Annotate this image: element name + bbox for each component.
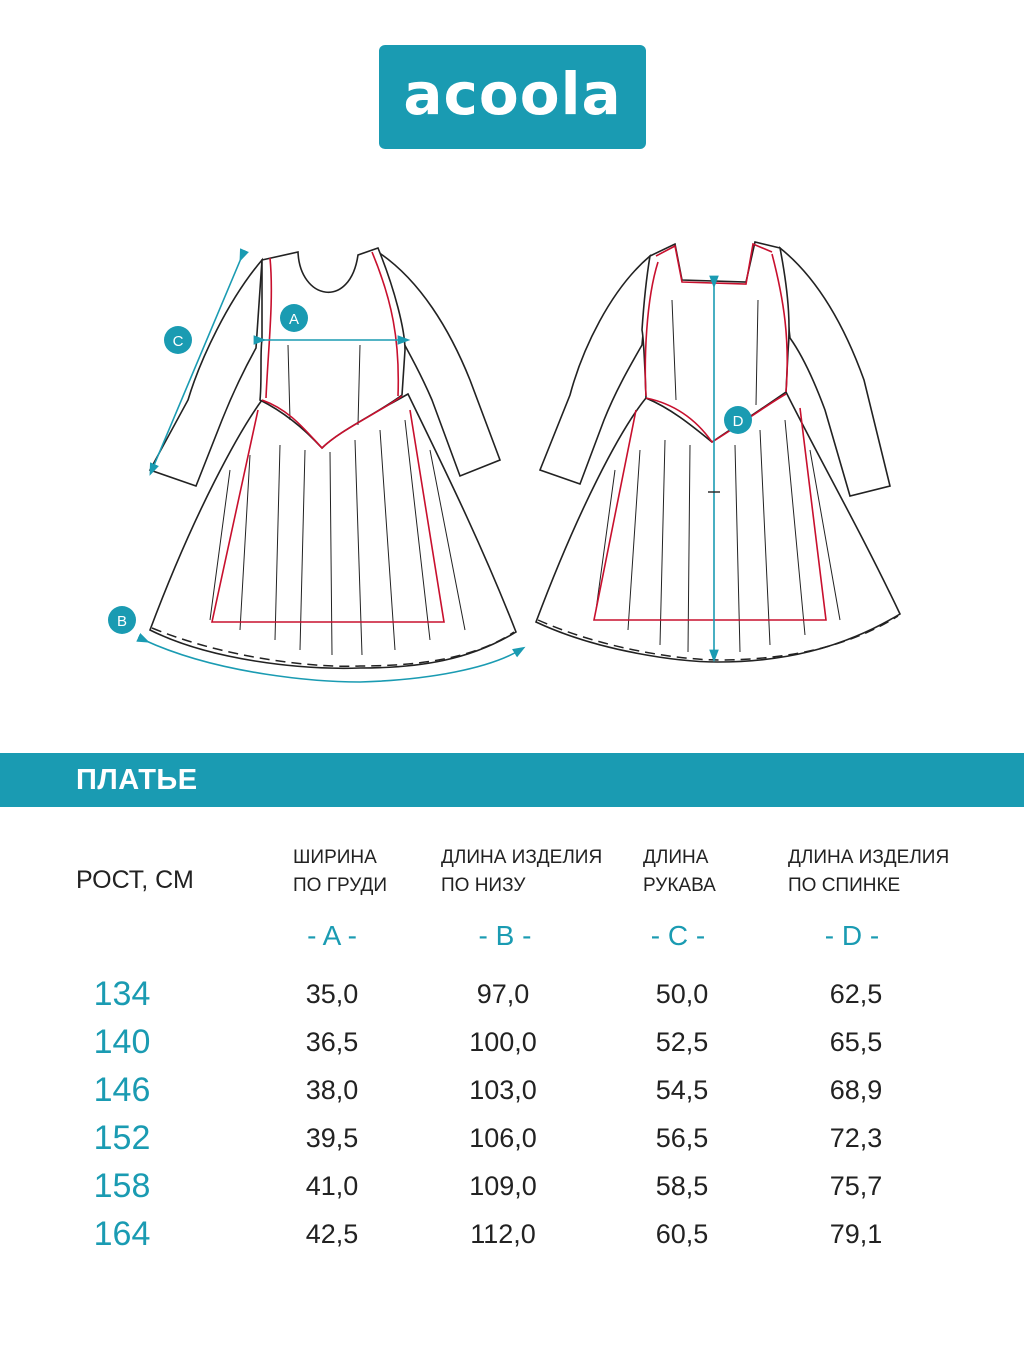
column-code-d: - D - xyxy=(824,920,880,951)
hem-length-value: 103,0 xyxy=(469,1075,537,1105)
chest-width-value: 36,5 xyxy=(305,1027,359,1057)
column-code-b: - B - xyxy=(478,920,532,951)
sleeve-length-value: 56,5 xyxy=(655,1123,709,1153)
height-value: 164 xyxy=(93,1215,151,1253)
back-length-value: 79,1 xyxy=(829,1219,883,1249)
table-row xyxy=(0,1162,1024,1210)
marker-c-label: C xyxy=(172,333,184,350)
marker-d-label: D xyxy=(732,413,744,430)
section-title: ПЛАТЬЕ xyxy=(76,764,198,796)
table-row xyxy=(0,970,1024,1018)
table-row xyxy=(0,1114,1024,1162)
table-row xyxy=(0,1018,1024,1066)
hem-length-value: 97,0 xyxy=(476,979,530,1009)
sleeve-length-value: 52,5 xyxy=(655,1027,709,1057)
marker-b-label: B xyxy=(116,613,128,630)
chest-width-value: 39,5 xyxy=(305,1123,359,1153)
height-value: 158 xyxy=(93,1167,151,1205)
marker-a-label: A xyxy=(288,311,300,328)
hem-length-value: 112,0 xyxy=(470,1219,536,1249)
height-value: 140 xyxy=(93,1023,151,1061)
dress-front-view xyxy=(150,248,516,668)
marker-a xyxy=(280,304,308,332)
marker-c xyxy=(164,326,192,354)
height-value: 146 xyxy=(93,1071,151,1109)
sleeve-length-value: 50,0 xyxy=(655,979,709,1009)
chest-width-value: 38,0 xyxy=(305,1075,359,1105)
back-length-value: 68,9 xyxy=(829,1075,883,1105)
table-row xyxy=(0,1210,1024,1258)
hem-length-value: 109,0 xyxy=(469,1171,537,1201)
sleeve-length-value: 60,5 xyxy=(655,1219,709,1249)
column-code-c: - C - xyxy=(650,920,706,951)
chest-width-value: 42,5 xyxy=(305,1219,359,1249)
height-header: РОСТ, СМ xyxy=(76,866,194,894)
column-header-c: ДЛИНА РУКАВА xyxy=(643,847,716,896)
chest-width-value: 41,0 xyxy=(305,1171,359,1201)
height-value: 152 xyxy=(93,1119,151,1157)
sleeve-length-value: 58,5 xyxy=(655,1171,709,1201)
column-header-a: ШИРИНА ПО ГРУДИ xyxy=(293,847,387,896)
column-code-a: - A - xyxy=(307,920,357,951)
back-length-value: 65,5 xyxy=(829,1027,883,1057)
marker-d xyxy=(724,406,752,434)
height-value: 134 xyxy=(93,975,151,1013)
sleeve-length-value: 54,5 xyxy=(655,1075,709,1105)
hem-length-value: 106,0 xyxy=(469,1123,537,1153)
dress-back-view xyxy=(536,242,900,662)
hem-length-value: 100,0 xyxy=(469,1027,537,1057)
table-row xyxy=(0,1066,1024,1114)
section-band xyxy=(0,753,1024,807)
back-length-value: 72,3 xyxy=(829,1123,883,1153)
chest-width-value: 35,0 xyxy=(305,979,359,1009)
brand-logo-text: acoola xyxy=(403,60,622,128)
column-header-d: ДЛИНА ИЗДЕЛИЯ ПО СПИНКЕ xyxy=(788,847,950,896)
back-length-value: 62,5 xyxy=(829,979,883,1009)
column-header-b: ДЛИНА ИЗДЕЛИЯ ПО НИЗУ xyxy=(441,847,603,896)
back-length-value: 75,7 xyxy=(829,1171,883,1201)
marker-b xyxy=(108,606,136,634)
